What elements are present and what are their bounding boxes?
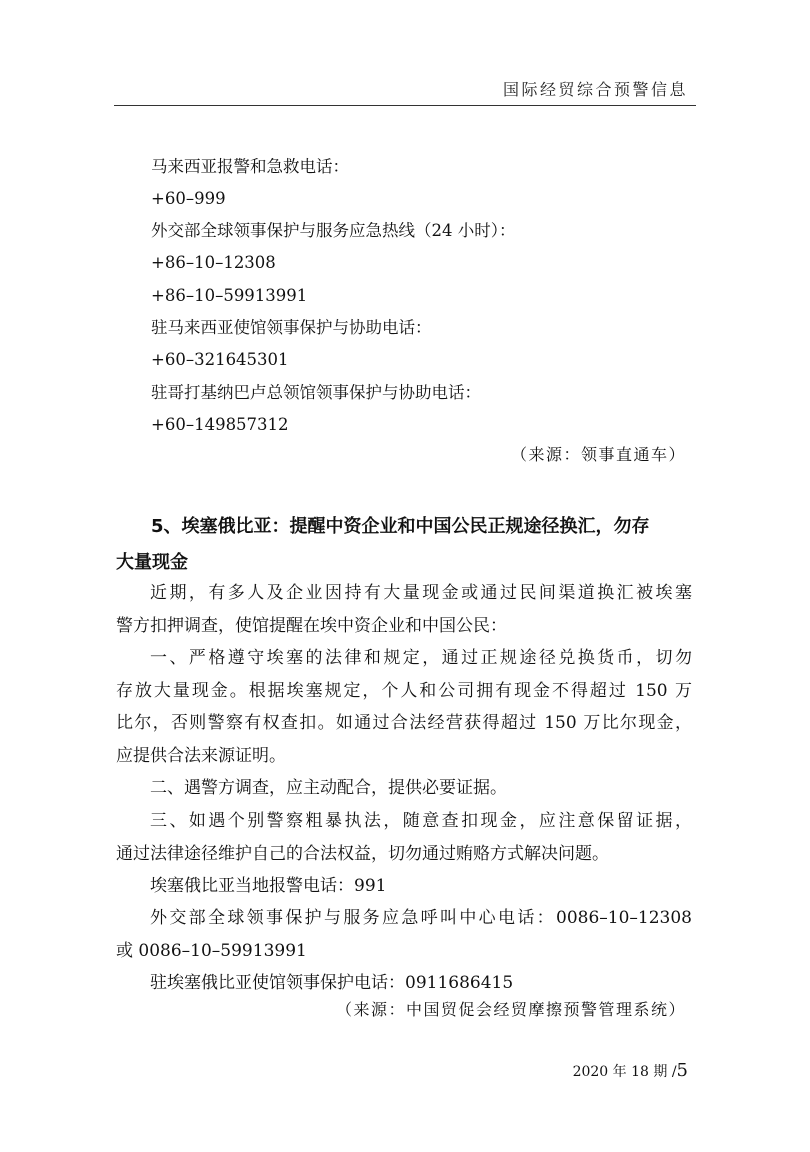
contact-line-8: 驻哥打基纳巴卢总领馆领事保护与协助电话： bbox=[151, 383, 481, 402]
paragraph-line: 存放大量现金。根据埃塞规定，个人和公司拥有现金不得超过 150 万 bbox=[116, 680, 692, 701]
paragraph-intro bbox=[116, 577, 692, 642]
paragraph-item-3 bbox=[116, 805, 692, 870]
running-header-title: 国际经贸综合预警信息 bbox=[502, 80, 688, 99]
section-title-line-2: 大量现金 bbox=[116, 552, 188, 573]
contact-line-6: 驻马来西亚使馆领事保护与协助电话： bbox=[151, 318, 432, 337]
section-title-line-1: 5、埃塞俄比亚：提醒中资企业和中国公民正规途径换汇，勿存 bbox=[151, 516, 650, 537]
paragraph-line: 应提供合法来源证明。 bbox=[116, 745, 286, 766]
paragraph-item-1 bbox=[116, 642, 692, 772]
contact-line-4: +86–10–12308 bbox=[151, 253, 276, 272]
contact-line-2: +60–999 bbox=[151, 189, 226, 208]
header-rule bbox=[114, 105, 696, 106]
paragraph-line: 三、如遇个别警察粗暴执法，随意查扣现金，应注意保留证据， bbox=[150, 811, 692, 831]
paragraph-line: 警方扣押调查，使馆提醒在埃中资企业和中国公民： bbox=[116, 615, 507, 636]
paragraph-line: 近期，有多人及企业因持有大量现金或通过民间渠道换汇被埃塞 bbox=[150, 583, 692, 603]
paragraph-line: 一、严格遵守埃塞的法律和规定，通过正规途径兑换货币，切勿 bbox=[150, 648, 692, 668]
page-number bbox=[573, 1060, 688, 1081]
contact-line-5: +86–10–59913991 bbox=[151, 286, 308, 305]
contact-line-1: 马来西亚报警和急救电话： bbox=[151, 157, 349, 176]
page-digit: 5 bbox=[676, 1060, 688, 1081]
contact-line-7: +60–321645301 bbox=[151, 350, 289, 369]
paragraph-line: 二、遇警方调查，应主动配合，提供必要证据。 bbox=[150, 778, 507, 798]
paragraph-local-police bbox=[116, 870, 692, 903]
paragraph-line: 埃塞俄比亚当地报警电话：991 bbox=[150, 876, 387, 896]
paragraph-line: 或 0086–10–59913991 bbox=[116, 940, 307, 961]
contact-line-9: +60–149857312 bbox=[151, 415, 289, 434]
paragraph-line: 驻埃塞俄比亚使馆领事保护电话：0911686415 bbox=[150, 973, 514, 993]
contact-line-3: 外交部全球领事保护与服务应急热线（24 小时）： bbox=[151, 221, 516, 240]
paragraph-line: 通过法律途径维护自己的合法权益，切勿通过贿赂方式解决问题。 bbox=[116, 843, 609, 864]
issue-label: 2020 年 18 期 / bbox=[572, 1064, 677, 1080]
paragraph-line: 外交部全球领事保护与服务应急呼叫中心电话：0086–10–12308 bbox=[150, 908, 692, 928]
paragraph-line: 比尔，否则警察有权查扣。如通过合法经营获得超过 150 万比尔现金， bbox=[116, 713, 692, 733]
paragraph-item-2 bbox=[116, 772, 692, 805]
source-note-2: （来源：中国贸促会经贸摩擦预警管理系统） bbox=[335, 1000, 686, 1019]
paragraph-embassy-phone bbox=[116, 967, 692, 1000]
section-title bbox=[116, 509, 696, 581]
paragraph-mfa-hotline bbox=[116, 902, 692, 967]
source-note-1: （来源：领事直通车） bbox=[510, 445, 686, 464]
